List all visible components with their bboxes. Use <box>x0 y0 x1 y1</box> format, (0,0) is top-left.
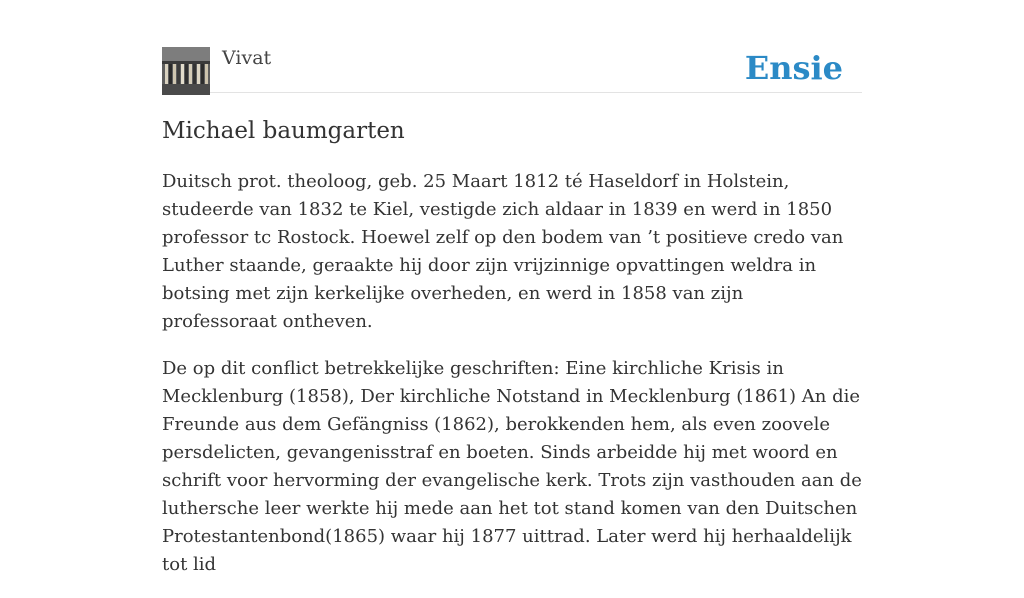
article-title: Michael baumgarten <box>162 118 405 144</box>
article-body <box>162 168 862 598</box>
article-paragraph: Duitsch prot. theoloog, geb. 25 Maart 1812 té Haseldorf in Holstein, studeerde van 1832 te Kiel, vestigde zich aldaar in 1839 en werd in 1850 professor tc Rostock. Hoewel zelf op den bodem van ’t positieve credo van Luther staande, geraakte hij door zijn vrijzinnige opvattingen weldra in botsing met zijn kerkelijke overheden, en werd in 1858 van zijn professoraat ontheven. <box>162 171 844 332</box>
avatar[interactable] <box>162 47 210 95</box>
author-name[interactable]: Vivat <box>222 47 272 69</box>
article-paragraph: De op dit conflict betrekkelijke geschriften: Eine kirchliche Krisis in Mecklenburg (1858), Der kirchliche Notstand in Mecklenburg (1861) An die Freunde aus dem Gefängniss (1862), berokkenden hem, als even zoovele persdelicten, gevangenisstraf en boeten. Sinds arbeidde hij met woord en schrift voor hervorming der evangelische kerk. Trots zijn vasthouden aan de luthersche leer werkte hij mede aan het tot stand komen van den Duitschen Protestantenbond(1865) waar hij 1877 uittrad. Later werd hij herhaaldelijk tot lid <box>162 358 862 575</box>
header <box>162 46 862 93</box>
brand-logo[interactable]: Ensie <box>744 49 843 87</box>
bookshelf-avatar-icon <box>162 47 210 95</box>
